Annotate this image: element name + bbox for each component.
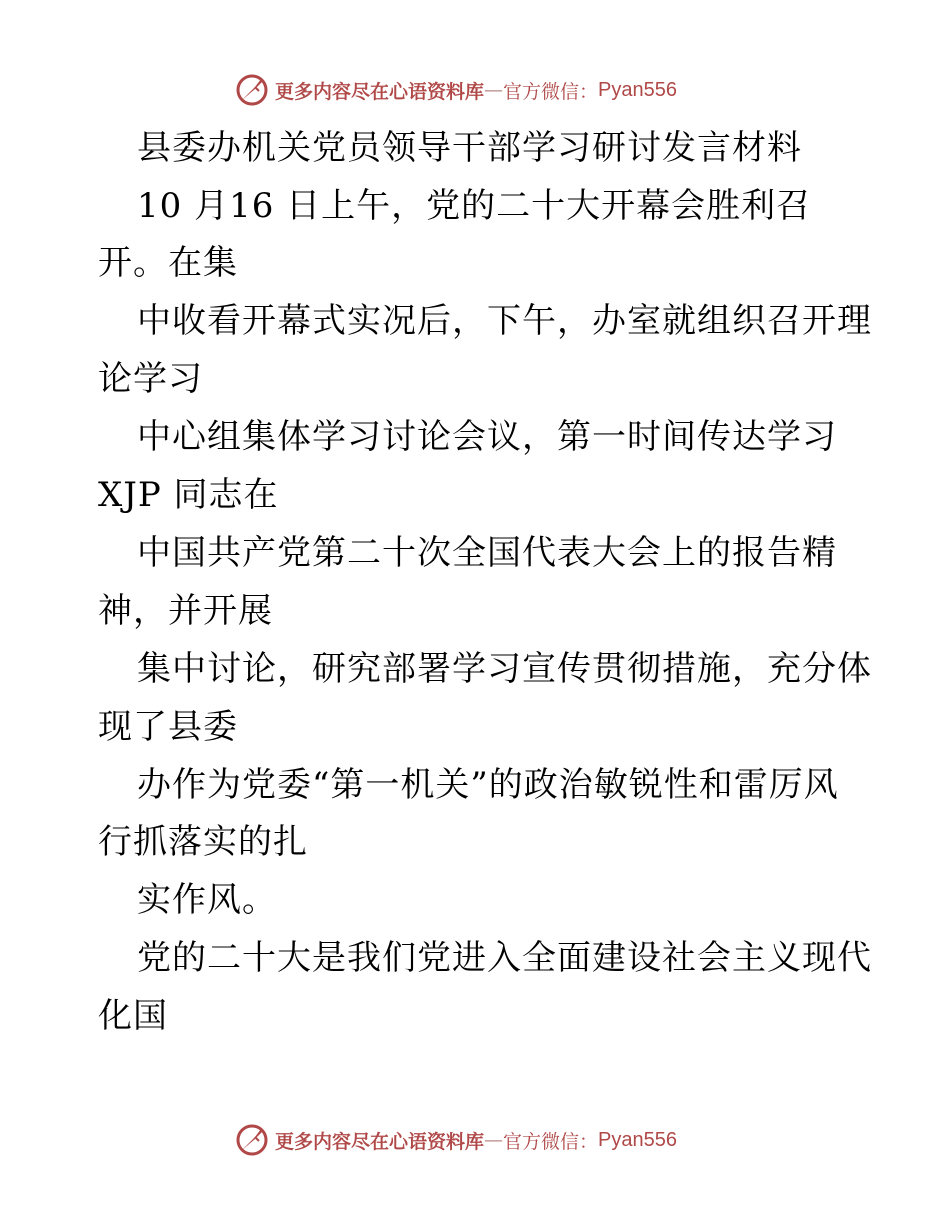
document-line: 神，并开展: [98, 591, 273, 631]
document-line: 中心组集体学习讨论会议，第一时间传达学习: [137, 417, 837, 457]
document-line: 中收看开幕式实况后，下午，办室就组织召开理: [137, 301, 872, 341]
footer-banner: [235, 1120, 677, 1160]
document-line: XJP 同志在: [98, 475, 279, 515]
banner-brand: 更多内容尽在心语资料库: [275, 80, 485, 103]
banner-separator: —: [484, 1129, 504, 1151]
document-line: 党的二十大是我们党进入全面建设社会主义现代: [137, 938, 872, 978]
banner-separator: —: [484, 79, 504, 101]
banner-brand: 更多内容尽在心语资料库: [275, 1130, 485, 1153]
quill-logo-icon: [235, 73, 269, 107]
header-banner: [235, 70, 677, 110]
document-line: 10 月16 日上午，党的二十大开幕会胜利召: [137, 186, 812, 226]
document-line: 化国: [98, 996, 168, 1036]
document-line: 论学习: [98, 359, 203, 399]
document-line: 集中讨论，研究部署学习宣传贯彻措施，充分体: [137, 649, 872, 689]
quill-logo-icon: [235, 1123, 269, 1157]
document-line: 实作风。: [137, 880, 277, 920]
banner-contact-label: 官方微信：: [503, 80, 599, 103]
document-line: 中国共产党第二十次全国代表大会上的报告精: [137, 533, 837, 573]
banner-contact-label: 官方微信：: [503, 1130, 599, 1153]
document-line: 行抓落实的扎: [98, 822, 308, 862]
document-line: 现了县委: [98, 707, 238, 747]
banner-contact-id: Pyan556: [598, 1128, 677, 1151]
document-line: 办作为党委“第一机关”的政治敏锐性和雷厉风: [137, 765, 839, 805]
banner-contact-id: Pyan556: [598, 78, 677, 101]
document-title: 县委办机关党员领导干部学习研讨发言材料: [137, 128, 802, 168]
document-line: 开。在集: [98, 243, 238, 283]
